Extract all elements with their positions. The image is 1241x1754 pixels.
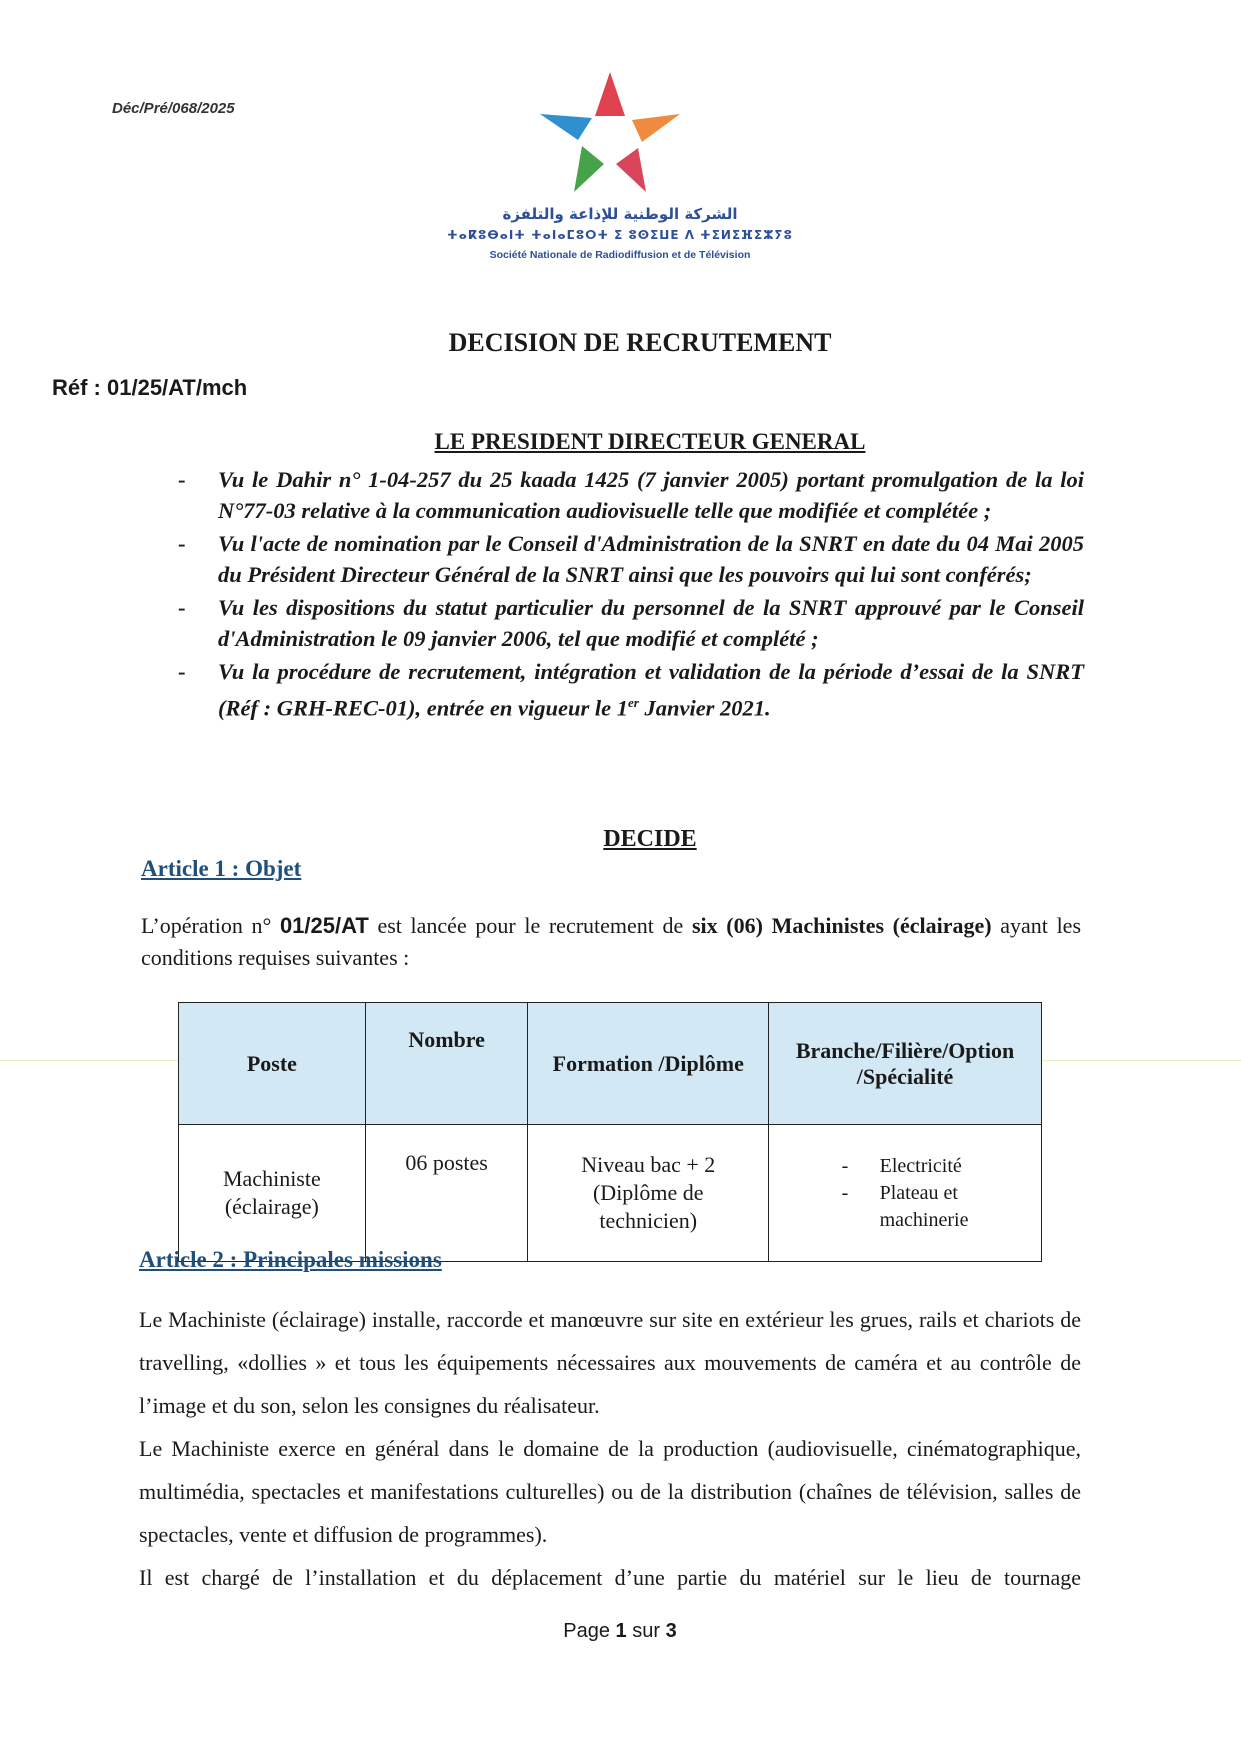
- column-header-nombre: Nombre: [365, 1003, 528, 1125]
- column-header-formation: Formation /Diplôme: [528, 1003, 769, 1125]
- article-1-text: L’opération n° 01/25/AT est lancée pour le recrutement de six (06) Machinistes (éclairage) ayant les conditions requises suivantes :: [141, 913, 1082, 970]
- cell-formation: Niveau bac + 2 (Diplôme de technicien): [528, 1125, 769, 1262]
- cell-specialite: - Electricité - Plateau et machinerie: [769, 1125, 1042, 1262]
- table-row: [179, 1125, 1042, 1262]
- decision-reference: Réf : 01/25/AT/mch: [52, 375, 248, 400]
- column-header-specialite: Branche/Filière/Option /Spécialité: [769, 1003, 1042, 1125]
- snrt-star-logo: [530, 68, 690, 198]
- cell-nombre: 06 postes: [365, 1125, 528, 1262]
- logo-orange-triangle: [632, 114, 680, 142]
- logo-green-triangle: [574, 146, 604, 192]
- page-footer: Page 1 sur 3: [563, 1620, 677, 1642]
- authority-heading: LE PRESIDENT DIRECTEUR GENERAL: [434, 429, 866, 454]
- decide-heading: DECIDE: [603, 826, 697, 852]
- recruitment-table: [178, 1002, 1042, 1262]
- legal-basis-item: - Vu le Dahir n° 1-04-257 du 25 kaada 1425 (7 janvier 2005) portant promulgation de la loi N°77-03 relative à la communication audiovisuelle telle que modifiée et complétée ;: [178, 467, 1084, 523]
- article-2-body: [139, 1298, 1081, 1599]
- document-reference-top: Déc/Pré/068/2025: [112, 100, 235, 117]
- legal-basis-item: - Vu la procédure de recrutement, intégration et validation de la période d’essai de la SNRT (Réf : GRH-REC-01), entrée en vigueur le 1er Janvier 2021.: [178, 659, 1084, 721]
- logo-tifinagh-name: ⵜⴰⴽⵓⴱⴰⵏⵜ ⵜⴰⵏⴰⵎⵓⵔⵜ ⵉ ⵓⵙⵉⵡⴹ ⴷ ⵜⵉⵍⵉⴼⵉⵣⵢⵓ: [447, 228, 793, 242]
- legal-basis-item: - Vu l'acte de nomination par le Conseil d'Administration de la SNRT en date du 04 Mai 2005 du Président Directeur Général de la SNRT ainsi que les pouvoirs qui lui sont conférés;: [178, 531, 1084, 587]
- logo-arabic-name: الشركة الوطنية للإذاعة والتلفزة: [502, 205, 738, 223]
- mission-paragraph: Le Machiniste exerce en général dans le domaine de la production (audiovisuelle, cinématographique, multimédia, spectacles et manifestations culturelles) ou de la distribution (chaînes de télévision, salles de spectacles, vente et diffusion de programmes).: [139, 1436, 1081, 1547]
- logo-pink-triangle: [616, 148, 646, 192]
- legal-basis-item: - Vu les dispositions du statut particulier du personnel de la SNRT approuvé par le Conseil d'Administration le 09 janvier 2006, tel que modifié et complété ;: [178, 595, 1084, 651]
- operation-number: 01/25/AT: [279, 913, 369, 938]
- logo-french-name: Société Nationale de Radiodiffusion et de Télévision: [489, 249, 751, 261]
- column-header-poste: Poste: [179, 1003, 366, 1125]
- position-count: six (06) Machinistes (éclairage): [691, 913, 992, 938]
- legal-basis-list: [178, 464, 1084, 726]
- article-2-heading: Article 2 : Principales missions: [139, 1247, 442, 1272]
- cell-poste: Machiniste (éclairage): [179, 1125, 366, 1262]
- article-1-heading: Article 1 : Objet: [141, 856, 302, 881]
- mission-paragraph: Il est chargé de l’installation et du déplacement d’une partie du matériel sur le lieu de tournage: [139, 1565, 1081, 1590]
- page-title: DECISION DE RECRUTEMENT: [448, 328, 832, 357]
- logo-blue-triangle: [540, 114, 592, 140]
- table-header-row: [179, 1003, 1042, 1125]
- logo-red-triangle: [595, 72, 625, 116]
- mission-paragraph: Le Machiniste (éclairage) installe, raccorde et manœuvre sur site en extérieur les grues, rails et chariots de travelling, «dollies » et tous les équipements nécessaires aux mouvements de caméra et au contrôle de l’image et du son, selon les consignes du réalisateur.: [139, 1307, 1081, 1418]
